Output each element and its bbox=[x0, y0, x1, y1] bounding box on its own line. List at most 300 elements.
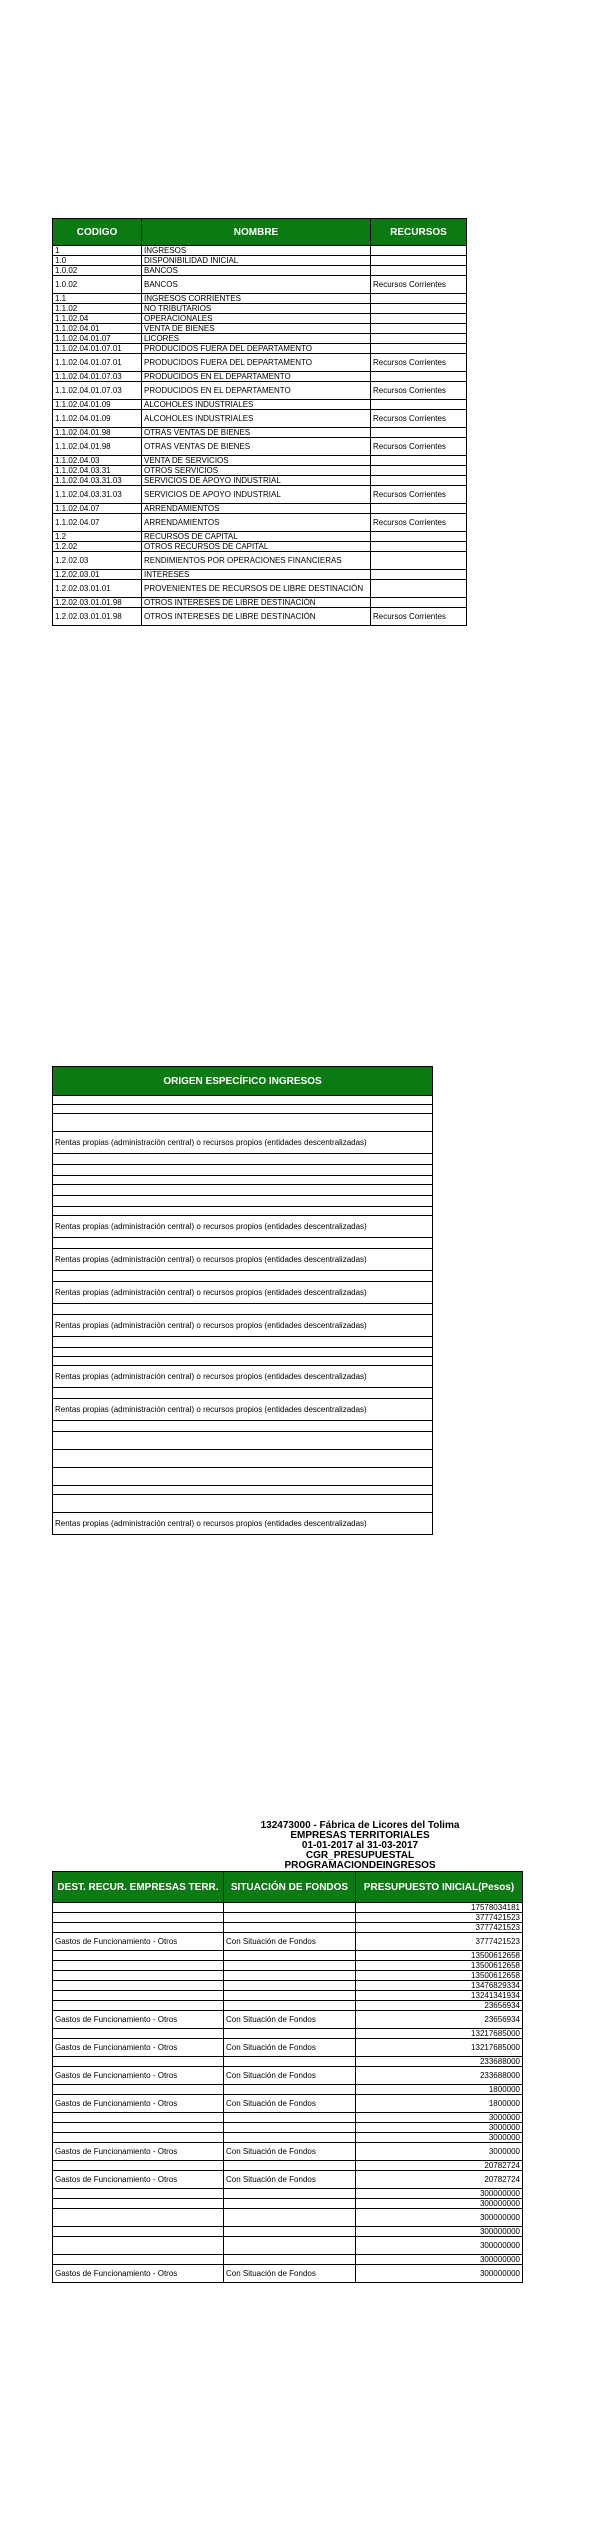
funds-status-cell: Con Situación de Fondos bbox=[224, 2171, 356, 2189]
resource-cell: Recursos Corrientes bbox=[371, 486, 467, 504]
destination-cell: Gastos de Funcionamiento - Otros bbox=[53, 2039, 224, 2057]
resource-cell: Recursos Corrientes bbox=[371, 608, 467, 626]
origin-cell: Rentas propias (administración central) o recursos propios (entidades descentralizadas) bbox=[53, 1282, 433, 1304]
name-cell: PROVENIENTES DE RECURSOS DE LIBRE DESTINACIÓN bbox=[142, 580, 371, 598]
report-period: 01-01-2017 al 31-03-2017 bbox=[301, 1840, 419, 1851]
codes-table bbox=[52, 218, 467, 626]
code-cell: 1.2.02.03.01.01.98 bbox=[53, 608, 142, 626]
destination-cell bbox=[53, 2123, 224, 2133]
table-row bbox=[53, 1421, 433, 1432]
resource-cell bbox=[371, 570, 467, 580]
resource-cell: Recursos Corrientes bbox=[371, 438, 467, 456]
entity-title: 132473000 - Fábrica de Licores del Tolima bbox=[260, 1820, 460, 1831]
table-row bbox=[53, 1432, 433, 1450]
table-row bbox=[53, 1249, 433, 1271]
resource-cell: Recursos Corrientes bbox=[371, 382, 467, 400]
funds-status-cell bbox=[224, 1981, 356, 1991]
table-row bbox=[53, 1913, 523, 1923]
origin-cell: Rentas propias (administración central) o recursos propios (entidades descentralizadas) bbox=[53, 1513, 433, 1535]
table-row bbox=[53, 1388, 433, 1399]
funds-status-cell bbox=[224, 2189, 356, 2199]
budget-amount-cell: 13500612658 bbox=[356, 1971, 523, 1981]
code-cell: 1.1 bbox=[53, 294, 142, 304]
funds-status-cell bbox=[224, 2133, 356, 2143]
name-cell: VENTA DE SERVICIOS bbox=[142, 456, 371, 466]
table-row bbox=[53, 580, 467, 598]
table-row bbox=[53, 504, 467, 514]
table-row bbox=[53, 294, 467, 304]
table-row bbox=[53, 2265, 523, 2283]
origin-table-body bbox=[53, 1096, 433, 1535]
name-cell: PRODUCIDOS FUERA DEL DEPARTAMENTO bbox=[142, 344, 371, 354]
budget-table-body bbox=[53, 1903, 523, 2283]
budget-amount-cell: 17578034181 bbox=[356, 1903, 523, 1913]
destination-cell bbox=[53, 1981, 224, 1991]
destination-cell bbox=[53, 2189, 224, 2199]
destination-cell bbox=[53, 2161, 224, 2171]
origin-cell bbox=[53, 1388, 433, 1399]
resource-cell bbox=[371, 266, 467, 276]
budget-amount-cell: 300000000 bbox=[356, 2265, 523, 2283]
code-cell: 1.0 bbox=[53, 256, 142, 266]
name-cell: BANCOS bbox=[142, 276, 371, 294]
code-cell: 1.2.02 bbox=[53, 542, 142, 552]
table-row bbox=[53, 2095, 523, 2113]
destination-cell bbox=[53, 2113, 224, 2123]
table-row bbox=[53, 1951, 523, 1961]
budget-amount-cell: 3000000 bbox=[356, 2113, 523, 2123]
table-row bbox=[53, 1114, 433, 1132]
resource-cell bbox=[371, 314, 467, 324]
origin-cell bbox=[53, 1154, 433, 1165]
funds-status-cell bbox=[224, 2113, 356, 2123]
table-row bbox=[53, 1315, 433, 1337]
code-cell: 1.1.02.04.01 bbox=[53, 324, 142, 334]
code-cell: 1.1.02.04.03.31 bbox=[53, 466, 142, 476]
entity-type: EMPRESAS TERRITORIALES bbox=[290, 1830, 430, 1841]
name-cell: DISPONIBILIDAD INICIAL bbox=[142, 256, 371, 266]
table-row bbox=[53, 1282, 433, 1304]
table-row bbox=[53, 1468, 433, 1486]
budget-amount-cell: 13500612658 bbox=[356, 1951, 523, 1961]
destination-cell bbox=[53, 2029, 224, 2039]
table-row bbox=[53, 2255, 523, 2265]
table-row bbox=[53, 2199, 523, 2209]
funds-status-cell: Con Situación de Fondos bbox=[224, 2095, 356, 2113]
report-name: PROGRAMACIONDEINGRESOS bbox=[284, 1860, 436, 1871]
origin-cell bbox=[53, 1096, 433, 1105]
funds-status-cell bbox=[224, 2209, 356, 2227]
budget-amount-cell: 300000000 bbox=[356, 2199, 523, 2209]
table-row bbox=[53, 2143, 523, 2161]
header-origen: ORIGEN ESPECÍFICO INGRESOS bbox=[53, 1067, 433, 1096]
table-row bbox=[53, 1105, 433, 1114]
funds-status-cell bbox=[224, 2001, 356, 2011]
funds-status-cell bbox=[224, 2255, 356, 2265]
resource-cell bbox=[371, 466, 467, 476]
resource-cell bbox=[371, 532, 467, 542]
destination-cell bbox=[53, 2133, 224, 2143]
code-cell: 1.1.02.04.01.98 bbox=[53, 438, 142, 456]
table-row bbox=[53, 1216, 433, 1238]
resource-cell bbox=[371, 294, 467, 304]
header-presupuesto: PRESUPUESTO INICIAL(Pesos) bbox=[356, 1872, 523, 1903]
name-cell: BANCOS bbox=[142, 266, 371, 276]
origin-cell bbox=[53, 1348, 433, 1357]
table-row bbox=[53, 428, 467, 438]
origin-cell bbox=[53, 1196, 433, 1207]
code-cell: 1.1.02.04.01.07.03 bbox=[53, 382, 142, 400]
funds-status-cell bbox=[224, 1991, 356, 2001]
table-row bbox=[53, 2001, 523, 2011]
name-cell: PRODUCIDOS EN EL DEPARTAMENTO bbox=[142, 382, 371, 400]
table-row bbox=[53, 382, 467, 400]
funds-status-cell: Con Situación de Fondos bbox=[224, 2039, 356, 2057]
origin-cell bbox=[53, 1450, 433, 1468]
report-header bbox=[230, 1821, 490, 1871]
name-cell: OTROS RECURSOS DE CAPITAL bbox=[142, 542, 371, 552]
funds-status-cell bbox=[224, 2029, 356, 2039]
destination-cell bbox=[53, 2001, 224, 2011]
resource-cell bbox=[371, 476, 467, 486]
name-cell: INGRESOS CORRIENTES bbox=[142, 294, 371, 304]
destination-cell: Gastos de Funcionamiento - Otros bbox=[53, 2067, 224, 2085]
budget-amount-cell: 20782724 bbox=[356, 2161, 523, 2171]
destination-cell bbox=[53, 2085, 224, 2095]
table-row bbox=[53, 1399, 433, 1421]
table-row bbox=[53, 1337, 433, 1348]
destination-cell bbox=[53, 1903, 224, 1913]
name-cell: PRODUCIDOS EN EL DEPARTAMENTO bbox=[142, 372, 371, 382]
table-row bbox=[53, 542, 467, 552]
origin-cell: Rentas propias (administración central) o recursos propios (entidades descentralizadas) bbox=[53, 1132, 433, 1154]
resource-cell: Recursos Corrientes bbox=[371, 354, 467, 372]
table-row bbox=[53, 438, 467, 456]
resource-cell bbox=[371, 580, 467, 598]
code-cell: 1.1.02.04.07 bbox=[53, 504, 142, 514]
funds-status-cell bbox=[224, 2161, 356, 2171]
destination-cell bbox=[53, 1961, 224, 1971]
budget-amount-cell: 3777421523 bbox=[356, 1913, 523, 1923]
table-row bbox=[53, 1450, 433, 1468]
table-row bbox=[53, 246, 467, 256]
table-row bbox=[53, 1357, 433, 1366]
table-row bbox=[53, 456, 467, 466]
resource-cell bbox=[371, 372, 467, 382]
budget-amount-cell: 13241341934 bbox=[356, 1991, 523, 2001]
table-row bbox=[53, 2189, 523, 2199]
destination-cell bbox=[53, 2057, 224, 2067]
destination-cell: Gastos de Funcionamiento - Otros bbox=[53, 1933, 224, 1951]
name-cell: ALCOHOLES INDUSTRIALES bbox=[142, 400, 371, 410]
resource-cell bbox=[371, 246, 467, 256]
origin-cell bbox=[53, 1185, 433, 1196]
budget-amount-cell: 20782724 bbox=[356, 2171, 523, 2189]
destination-cell bbox=[53, 2209, 224, 2227]
resource-cell bbox=[371, 324, 467, 334]
destination-cell bbox=[53, 2237, 224, 2255]
code-cell: 1.1.02.04.01.07.01 bbox=[53, 354, 142, 372]
table-row bbox=[53, 1923, 523, 1933]
code-cell: 1.2.02.03.01.01.98 bbox=[53, 598, 142, 608]
table-row bbox=[53, 598, 467, 608]
table-row bbox=[53, 2209, 523, 2227]
origin-cell: Rentas propias (administración central) o recursos propios (entidades descentralizadas) bbox=[53, 1216, 433, 1238]
table-row bbox=[53, 1348, 433, 1357]
code-cell: 1.1.02.04.01.07 bbox=[53, 334, 142, 344]
header-situacion: SITUACIÓN DE FONDOS bbox=[224, 1872, 356, 1903]
report-category: CGR_PRESUPUESTAL bbox=[305, 1850, 415, 1861]
budget-amount-cell: 3777421523 bbox=[356, 1933, 523, 1951]
code-cell: 1.1.02.04.01.09 bbox=[53, 410, 142, 428]
funds-status-cell bbox=[224, 2057, 356, 2067]
funds-status-cell: Con Situación de Fondos bbox=[224, 2067, 356, 2085]
table-row bbox=[53, 1513, 433, 1535]
name-cell: OTRAS VENTAS DE BIENES bbox=[142, 438, 371, 456]
destination-cell bbox=[53, 2255, 224, 2265]
resource-cell bbox=[371, 428, 467, 438]
origin-cell bbox=[53, 1207, 433, 1216]
resource-cell bbox=[371, 304, 467, 314]
name-cell: PRODUCIDOS FUERA DEL DEPARTAMENTO bbox=[142, 354, 371, 372]
header-recursos: RECURSOS bbox=[371, 219, 467, 246]
table-row bbox=[53, 2085, 523, 2095]
table-row bbox=[53, 400, 467, 410]
budget-amount-cell: 1800000 bbox=[356, 2095, 523, 2113]
table-row bbox=[53, 324, 467, 334]
destination-cell: Gastos de Funcionamiento - Otros bbox=[53, 2265, 224, 2283]
code-cell: 1.0.02 bbox=[53, 276, 142, 294]
budget-table bbox=[52, 1871, 523, 2283]
budget-amount-cell: 233688000 bbox=[356, 2067, 523, 2085]
name-cell: NO TRIBUTARIOS bbox=[142, 304, 371, 314]
name-cell: OTRAS VENTAS DE BIENES bbox=[142, 428, 371, 438]
destination-cell: Gastos de Funcionamiento - Otros bbox=[53, 2171, 224, 2189]
table-row bbox=[53, 466, 467, 476]
table-row bbox=[53, 608, 467, 626]
table-row bbox=[53, 314, 467, 324]
table-row bbox=[53, 2227, 523, 2237]
table-row bbox=[53, 372, 467, 382]
code-cell: 1.1.02.04 bbox=[53, 314, 142, 324]
table-row bbox=[53, 344, 467, 354]
destination-cell: Gastos de Funcionamiento - Otros bbox=[53, 2143, 224, 2161]
origin-cell bbox=[53, 1304, 433, 1315]
origin-cell bbox=[53, 1114, 433, 1132]
funds-status-cell bbox=[224, 2237, 356, 2255]
table-row bbox=[53, 1903, 523, 1913]
resource-cell bbox=[371, 334, 467, 344]
table-row bbox=[53, 334, 467, 344]
origin-cell bbox=[53, 1105, 433, 1114]
name-cell: RECURSOS DE CAPITAL bbox=[142, 532, 371, 542]
name-cell: ARRENDAMIENTOS bbox=[142, 514, 371, 532]
origin-cell: Rentas propias (administración central) o recursos propios (entidades descentralizadas) bbox=[53, 1315, 433, 1337]
table-row bbox=[53, 2133, 523, 2143]
destination-cell bbox=[53, 1923, 224, 1933]
name-cell: RENDIMIENTOS POR OPERACIONES FINANCIERAS bbox=[142, 552, 371, 570]
funds-status-cell: Con Situación de Fondos bbox=[224, 2265, 356, 2283]
table-row bbox=[53, 2067, 523, 2085]
budget-amount-cell: 3000000 bbox=[356, 2123, 523, 2133]
code-cell: 1.2.02.03.01.01 bbox=[53, 580, 142, 598]
budget-header-row bbox=[53, 1872, 523, 1903]
code-cell: 1.1.02.04.01.07.03 bbox=[53, 372, 142, 382]
code-cell: 1.2.02.03.01 bbox=[53, 570, 142, 580]
budget-amount-cell: 1800000 bbox=[356, 2085, 523, 2095]
resource-cell bbox=[371, 542, 467, 552]
table-row bbox=[53, 1991, 523, 2001]
table-row bbox=[53, 410, 467, 428]
origin-cell bbox=[53, 1432, 433, 1450]
budget-amount-cell: 13217685000 bbox=[356, 2039, 523, 2057]
budget-amount-cell: 300000000 bbox=[356, 2255, 523, 2265]
destination-cell bbox=[53, 1991, 224, 2001]
table-row bbox=[53, 1271, 433, 1282]
table-row bbox=[53, 1486, 433, 1495]
budget-amount-cell: 23656934 bbox=[356, 2001, 523, 2011]
funds-status-cell: Con Situación de Fondos bbox=[224, 2143, 356, 2161]
funds-status-cell bbox=[224, 1923, 356, 1933]
resource-cell: Recursos Corrientes bbox=[371, 514, 467, 532]
table-row bbox=[53, 1176, 433, 1185]
code-cell: 1 bbox=[53, 246, 142, 256]
destination-cell bbox=[53, 1971, 224, 1981]
table-row bbox=[53, 1981, 523, 1991]
destination-cell: Gastos de Funcionamiento - Otros bbox=[53, 2011, 224, 2029]
funds-status-cell bbox=[224, 2227, 356, 2237]
table-row bbox=[53, 2113, 523, 2123]
table-row bbox=[53, 476, 467, 486]
resource-cell bbox=[371, 256, 467, 266]
code-cell: 1.1.02.04.07 bbox=[53, 514, 142, 532]
table-row bbox=[53, 2039, 523, 2057]
budget-amount-cell: 3000000 bbox=[356, 2133, 523, 2143]
origin-cell bbox=[53, 1165, 433, 1176]
destination-cell bbox=[53, 2227, 224, 2237]
table-row bbox=[53, 532, 467, 542]
origin-cell bbox=[53, 1337, 433, 1348]
resource-cell bbox=[371, 552, 467, 570]
name-cell: VENTA DE BIENES bbox=[142, 324, 371, 334]
code-cell: 1.0.02 bbox=[53, 266, 142, 276]
code-cell: 1.1.02.04.01.98 bbox=[53, 428, 142, 438]
origin-cell bbox=[53, 1421, 433, 1432]
table-row bbox=[53, 570, 467, 580]
origin-header-row bbox=[53, 1067, 433, 1096]
code-cell: 1.1.02.04.03.31.03 bbox=[53, 486, 142, 504]
budget-amount-cell: 13476829334 bbox=[356, 1981, 523, 1991]
budget-amount-cell: 300000000 bbox=[356, 2237, 523, 2255]
name-cell: INTERESES bbox=[142, 570, 371, 580]
budget-amount-cell: 300000000 bbox=[356, 2209, 523, 2227]
codes-table-body bbox=[53, 246, 467, 626]
table-row bbox=[53, 514, 467, 532]
table-row bbox=[53, 1238, 433, 1249]
name-cell: OPERACIONALES bbox=[142, 314, 371, 324]
origin-cell bbox=[53, 1271, 433, 1282]
code-cell: 1.1.02.04.01.07.01 bbox=[53, 344, 142, 354]
budget-amount-cell: 300000000 bbox=[356, 2189, 523, 2199]
table-row bbox=[53, 2123, 523, 2133]
funds-status-cell bbox=[224, 2085, 356, 2095]
header-destino: DEST. RECUR. EMPRESAS TERR. bbox=[53, 1872, 224, 1903]
table-row bbox=[53, 1196, 433, 1207]
code-cell: 1.1.02.04.03 bbox=[53, 456, 142, 466]
funds-status-cell: Con Situación de Fondos bbox=[224, 1933, 356, 1951]
code-cell: 1.2.02.03 bbox=[53, 552, 142, 570]
table-row bbox=[53, 552, 467, 570]
origin-cell bbox=[53, 1357, 433, 1366]
table-row bbox=[53, 486, 467, 504]
table-row bbox=[53, 1961, 523, 1971]
name-cell: LICORES bbox=[142, 334, 371, 344]
funds-status-cell bbox=[224, 1961, 356, 1971]
funds-status-cell: Con Situación de Fondos bbox=[224, 2011, 356, 2029]
budget-amount-cell: 233688000 bbox=[356, 2057, 523, 2067]
code-cell: 1.2 bbox=[53, 532, 142, 542]
funds-status-cell bbox=[224, 2199, 356, 2209]
table-row bbox=[53, 354, 467, 372]
name-cell: ALCOHOLES INDUSTRIALES bbox=[142, 410, 371, 428]
resource-cell: Recursos Corrientes bbox=[371, 410, 467, 428]
name-cell: INGRESOS bbox=[142, 246, 371, 256]
codes-header-row bbox=[53, 219, 467, 246]
table-row bbox=[53, 256, 467, 266]
code-cell: 1.1.02.04.03.31.03 bbox=[53, 476, 142, 486]
table-row bbox=[53, 276, 467, 294]
resource-cell bbox=[371, 344, 467, 354]
destination-cell bbox=[53, 2199, 224, 2209]
table-row bbox=[53, 2161, 523, 2171]
table-row bbox=[53, 1165, 433, 1176]
budget-amount-cell: 300000000 bbox=[356, 2227, 523, 2237]
destination-cell bbox=[53, 1913, 224, 1923]
budget-amount-cell: 3000000 bbox=[356, 2143, 523, 2161]
resource-cell bbox=[371, 456, 467, 466]
code-cell: 1.1.02 bbox=[53, 304, 142, 314]
origin-cell bbox=[53, 1495, 433, 1513]
origin-cell bbox=[53, 1238, 433, 1249]
origin-cell: Rentas propias (administración central) o recursos propios (entidades descentralizadas) bbox=[53, 1366, 433, 1388]
table-row bbox=[53, 1971, 523, 1981]
origin-cell bbox=[53, 1486, 433, 1495]
origin-cell bbox=[53, 1176, 433, 1185]
name-cell: OTROS INTERESES DE LIBRE DESTINACIÓN bbox=[142, 608, 371, 626]
budget-amount-cell: 13217685000 bbox=[356, 2029, 523, 2039]
resource-cell: Recursos Corrientes bbox=[371, 276, 467, 294]
funds-status-cell bbox=[224, 1951, 356, 1961]
table-row bbox=[53, 1096, 433, 1105]
table-row bbox=[53, 2171, 523, 2189]
budget-amount-cell: 3777421523 bbox=[356, 1923, 523, 1933]
name-cell: OTROS SERVICIOS bbox=[142, 466, 371, 476]
origin-cell: Rentas propias (administración central) o recursos propios (entidades descentralizadas) bbox=[53, 1399, 433, 1421]
table-row bbox=[53, 266, 467, 276]
resource-cell bbox=[371, 400, 467, 410]
table-row bbox=[53, 304, 467, 314]
budget-amount-cell: 13500612658 bbox=[356, 1961, 523, 1971]
table-row bbox=[53, 1933, 523, 1951]
destination-cell bbox=[53, 1951, 224, 1961]
resource-cell bbox=[371, 598, 467, 608]
table-row bbox=[53, 1132, 433, 1154]
funds-status-cell bbox=[224, 1913, 356, 1923]
funds-status-cell bbox=[224, 1903, 356, 1913]
destination-cell: Gastos de Funcionamiento - Otros bbox=[53, 2095, 224, 2113]
name-cell: ARRENDAMIENTOS bbox=[142, 504, 371, 514]
table-row bbox=[53, 1207, 433, 1216]
